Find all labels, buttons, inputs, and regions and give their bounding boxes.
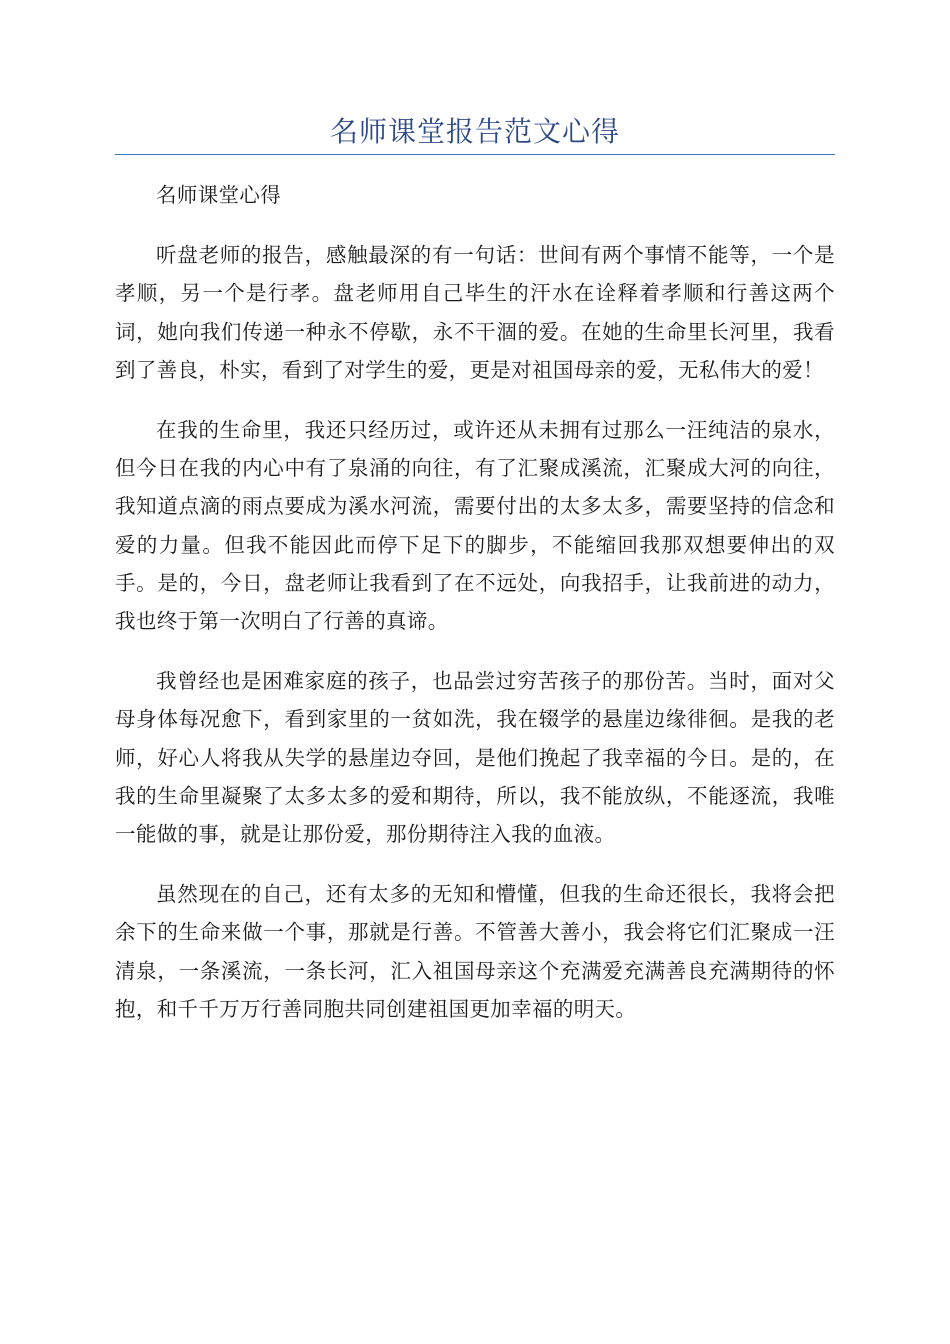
title-underline xyxy=(115,154,835,155)
paragraph-1: 听盘老师的报告，感触最深的有一句话：世间有两个事情不能等，一个是孝顺，另一个是行孝。盘老师用自己毕生的汗水在诠释着孝顺和行善这两个词，她向我们传递一种永不停歇，永不干涸的爱。在她的生命里长河里，我看到了善良，朴实，看到了对学生的爱，更是对祖国母亲的爱，无私伟大的爱！ xyxy=(115,243,835,382)
document-body xyxy=(115,176,835,1050)
document-title: 名师课堂报告范文心得 xyxy=(329,115,620,148)
paragraph-2: 在我的生命里，我还只经历过，或许还从未拥有过那么一汪纯洁的泉水，但今日在我的内心中有了泉涌的向往，有了汇聚成溪流，汇聚成大河的向往，我知道点滴的雨点要成为溪水河流，需要付出的太多太多，需要坚持的信念和爱的力量。但我不能因此而停下足下的脚步，不能缩回我那双想要伸出的双手。是的，今日，盘老师让我看到了在不远处，向我招手，让我前进的动力，我也终于第一次明白了行善的真谛。 xyxy=(115,418,835,634)
paragraph-3: 我曾经也是困难家庭的孩子，也品尝过穷苦孩子的那份苦。当时，面对父母身体每况愈下，看到家里的一贫如洗，我在辍学的悬崖边缘徘徊。是我的老师，好心人将我从失学的悬崖边夺回，是他们挽起了我幸福的今日。是的，在我的生命里凝聚了太多太多的爱和期待，所以，我不能放纵，不能逐流，我唯一能做的事，就是让那份爱，那份期待注入我的血液。 xyxy=(115,669,835,847)
paragraph-4: 虽然现在的自己，还有太多的无知和懵懂，但我的生命还很长，我将会把余下的生命来做一个事，那就是行善。不管善大善小，我会将它们汇聚成一汪清泉，一条溪流，一条长河，汇入祖国母亲这个充满爱充满善良充满期待的怀抱，和千千万万行善同胞共同创建祖国更加幸福的明天。 xyxy=(115,882,835,1021)
section-heading: 名师课堂心得 xyxy=(156,183,282,207)
